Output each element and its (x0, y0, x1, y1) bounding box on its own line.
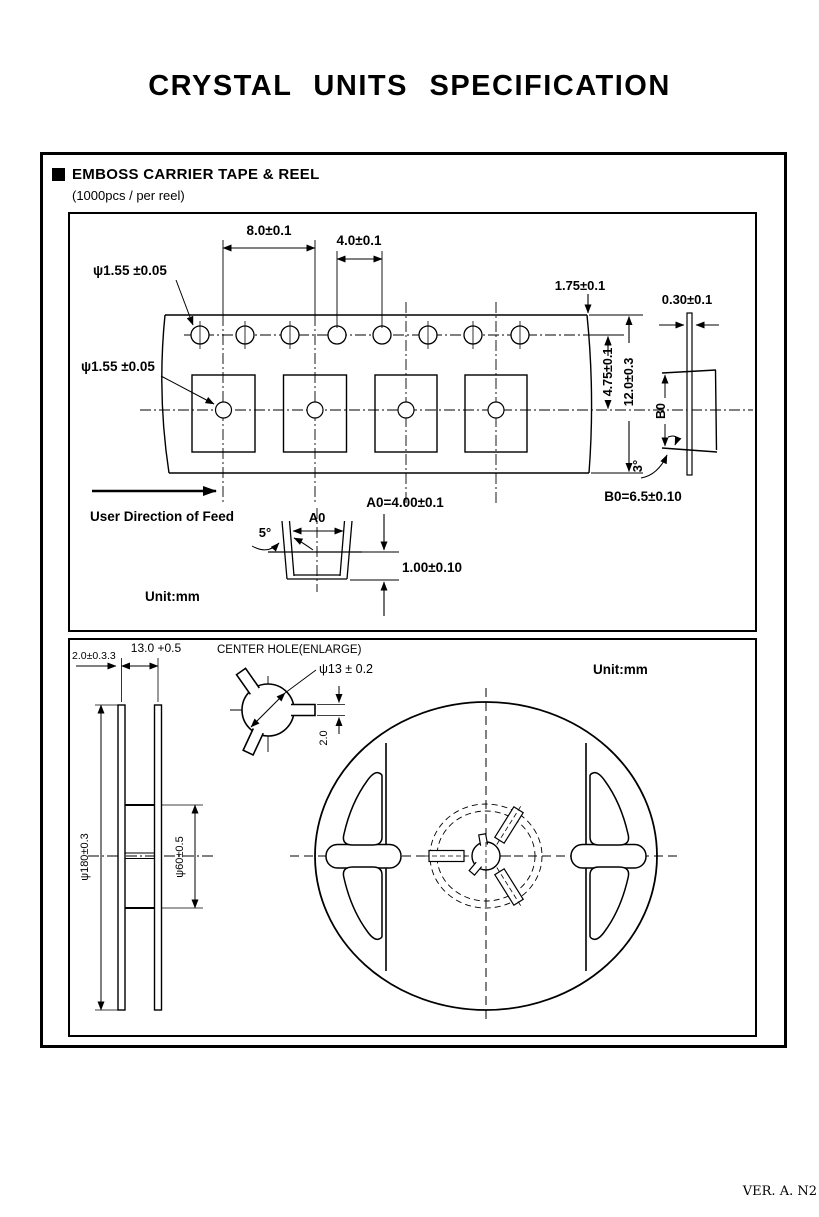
carrier-tape-drawing (68, 212, 757, 632)
version-label: VER. A. N2 (742, 1184, 817, 1199)
feed-label: User Direction of Feed (90, 509, 235, 524)
section-bullet-square (52, 168, 65, 181)
angle-5-label: 5° (258, 525, 272, 540)
sprocket-dia-label: ψ1.55 ±0.05 (93, 263, 167, 278)
pocket-hole-dia-leader (161, 376, 214, 404)
reel-drawing (68, 638, 757, 1037)
dim-4-label: 4.0±0.1 (336, 233, 382, 248)
dim-175-label: 1.75±0.1 (554, 278, 606, 293)
dim-hole-dia-label: ψ13 ± 0.2 (319, 662, 373, 676)
center-hole-label: CENTER HOLE(ENLARGE) (217, 644, 362, 656)
a0-label: A0 (308, 510, 326, 525)
tape-pockets (192, 375, 527, 452)
dim-475-label: 4.75±0.1 (601, 347, 615, 397)
angle-3-label: 3° (630, 459, 645, 473)
reel-front-view (290, 688, 682, 1024)
a0-value-label: A0=4.00±0.1 (366, 495, 444, 510)
dim-030-label: 0.30±0.1 (661, 292, 713, 307)
section-heading-label: EMBOSS CARRIER TAPE & REEL (72, 166, 320, 183)
sprocket-dia-leader (176, 280, 193, 325)
dim-8-label: 8.0±0.1 (246, 223, 292, 238)
reel-panel-border (69, 639, 756, 1036)
tape-centerlines (140, 302, 753, 504)
dim-reel-width-label: 13.0 +0.5 (130, 641, 182, 655)
pocket-hole-dia-label: ψ1.55 ±0.05 (81, 359, 155, 374)
dim-depth-label: 1.00±0.10 (402, 560, 462, 575)
dim-hub-dia-label: ψ60±0.5 (174, 836, 186, 878)
tape-unit-label: Unit:mm (145, 589, 200, 604)
tape-side-view (641, 313, 719, 478)
reel-unit-label: Unit:mm (593, 662, 648, 677)
section-heading (52, 166, 320, 183)
dim-key-label: 2.0 (318, 730, 330, 746)
dim-120-label: 12.0±0.3 (622, 357, 636, 407)
section-subheading: (1000pcs / per reel) (72, 188, 185, 203)
dim-outer-dia-label: ψ180±0.3 (79, 833, 91, 881)
page-title: CRYSTAL UNITS SPECIFICATION (148, 70, 671, 102)
b0-value-label: B0=6.5±0.10 (604, 489, 682, 504)
pocket-cross-section (252, 508, 399, 616)
b0-label: B0 (654, 403, 668, 419)
dim-flange-label: 2.0±0.3.3 (72, 650, 116, 662)
reel-side-view (76, 658, 213, 1010)
